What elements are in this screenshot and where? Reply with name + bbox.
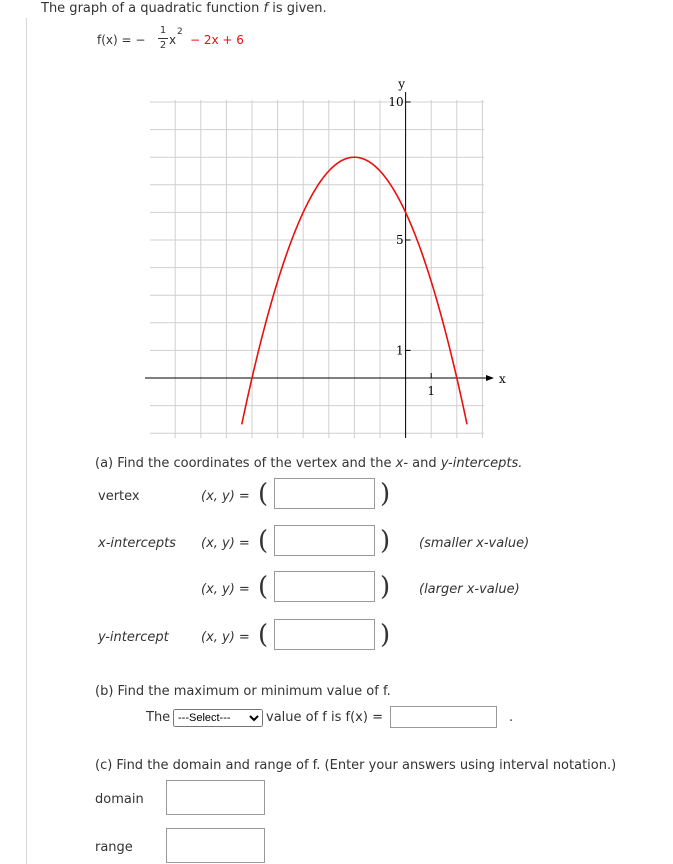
x-intercept-larger-input[interactable] <box>274 571 375 602</box>
yint-open-paren: ( <box>258 620 269 650</box>
part-a-text: (a) Find the coordinates of the vertex and the <box>95 456 392 471</box>
part-a-y: y-intercepts. <box>440 456 523 471</box>
y-tick-label-1: 1 <box>395 343 404 358</box>
x-tick-label-1: 1 <box>427 384 436 398</box>
part-a-and: and <box>412 456 437 471</box>
yint-xy: (x, y) = <box>201 630 250 645</box>
left-rule <box>26 18 27 864</box>
part-a-prompt <box>95 456 522 471</box>
frac-bar <box>158 38 168 39</box>
max-min-select[interactable] <box>173 709 263 727</box>
x-intercept-smaller-input[interactable] <box>274 525 375 556</box>
y-intercept-label: y-intercept <box>98 630 169 645</box>
part-c-prompt: (c) Find the domain and range of f. (Enter your answers using interval notation.) <box>95 758 617 773</box>
intro-var: f <box>263 1 269 16</box>
part-a-x: x- <box>395 456 409 471</box>
parabola-curve <box>242 157 467 424</box>
grid-lines <box>150 100 484 438</box>
x-axis-arrow <box>486 375 494 381</box>
domain-label: domain <box>95 792 144 807</box>
intro-tail: is given. <box>272 1 327 16</box>
frac-numerator: 1 <box>159 25 167 36</box>
function-lhs: f(x) = − <box>97 33 146 47</box>
larger-note: (larger x-value) <box>419 582 520 597</box>
vertex-close-paren: ) <box>380 479 391 509</box>
function-rest: − 2x + 6 <box>190 33 244 47</box>
problem-intro <box>41 1 327 16</box>
frac-denominator: 2 <box>159 40 167 51</box>
xint2-open-paren: ( <box>258 572 269 602</box>
xint1-xy: (x, y) = <box>201 536 250 551</box>
xint1-close-paren: ) <box>380 526 391 556</box>
xint1-open-paren: ( <box>258 526 269 556</box>
y-intercept-input[interactable] <box>274 619 375 650</box>
axis-labels <box>388 77 506 398</box>
part-b-period: . <box>509 710 514 725</box>
domain-input[interactable] <box>166 780 265 815</box>
function-term: x <box>169 33 177 47</box>
part-b-prompt: (b) Find the maximum or minimum value of f. <box>95 684 391 699</box>
extreme-value-input[interactable] <box>390 706 497 728</box>
part-b-the: The <box>146 710 171 725</box>
yint-close-paren: ) <box>380 620 391 650</box>
vertex-open-paren: ( <box>258 479 269 509</box>
y-tick-label-10: 10 <box>388 95 404 109</box>
axes <box>145 92 494 438</box>
smaller-note: (smaller x-value) <box>419 536 530 551</box>
y-tick-label-5: 5 <box>395 233 404 247</box>
vertex-label: vertex <box>98 489 140 504</box>
x-intercepts-label: x-intercepts <box>98 536 176 551</box>
part-b-value-text: value of f is f(x) = <box>266 710 383 725</box>
vertex-input[interactable] <box>274 478 375 509</box>
intro-text: The graph of a quadratic function <box>41 1 260 16</box>
vertex-xy: (x, y) = <box>201 489 250 504</box>
y-axis-label: y <box>398 77 405 91</box>
xint2-close-paren: ) <box>380 572 391 602</box>
curve-group <box>242 157 467 424</box>
range-input[interactable] <box>166 828 265 863</box>
x-axis-label: x <box>499 372 506 386</box>
xint2-xy: (x, y) = <box>201 582 250 597</box>
function-exponent: 2 <box>177 27 183 37</box>
range-label: range <box>95 840 133 855</box>
